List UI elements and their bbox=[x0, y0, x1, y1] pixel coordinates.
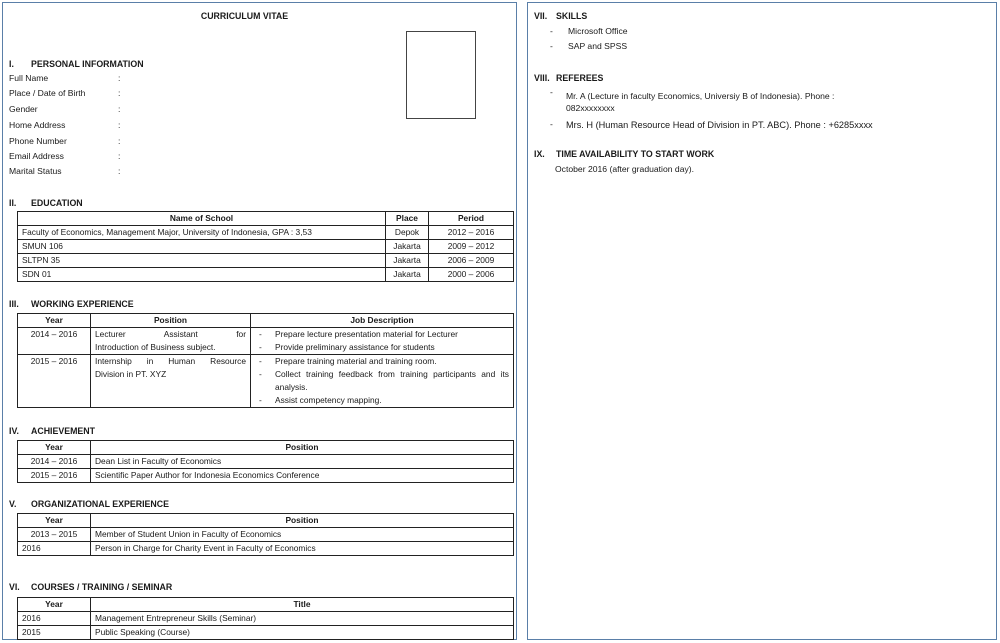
year-cell: 2016 bbox=[18, 542, 91, 556]
section-title: SKILLS bbox=[556, 11, 588, 21]
availability-text: October 2016 (after graduation day). bbox=[555, 164, 695, 174]
table-row bbox=[18, 254, 514, 268]
bullet-dash: - bbox=[259, 369, 262, 379]
info-row-phone-number bbox=[9, 136, 209, 150]
column-header: Title bbox=[91, 598, 514, 612]
bullet-dash: - bbox=[259, 342, 262, 352]
column-header: Position bbox=[91, 441, 514, 455]
section-number: VIII. bbox=[534, 73, 550, 83]
courses-table bbox=[17, 597, 514, 640]
section-title: ACHIEVEMENT bbox=[31, 426, 96, 436]
year-cell: 2013 – 2015 bbox=[18, 528, 91, 542]
year-cell: 2016 bbox=[18, 612, 91, 626]
list-item bbox=[255, 394, 509, 407]
field-label: Home Address bbox=[9, 120, 66, 130]
table-row bbox=[18, 328, 514, 355]
school-name-cell: SDN 01 bbox=[18, 268, 386, 282]
field-colon: : bbox=[118, 136, 121, 146]
position-cell bbox=[91, 328, 251, 355]
field-colon: : bbox=[118, 73, 121, 83]
cv-page-right bbox=[527, 2, 997, 640]
task-text: Prepare training material and training room. bbox=[275, 356, 437, 366]
column-header: Year bbox=[18, 514, 91, 528]
organization-cell: Person in Charge for Charity Event in Faculty of Economics bbox=[91, 542, 514, 556]
info-row-home-address bbox=[9, 120, 209, 134]
table-header-row bbox=[18, 314, 514, 328]
period-cell: 2006 – 2009 bbox=[429, 254, 514, 268]
place-cell: Jakarta bbox=[386, 254, 429, 268]
section-title: REFEREES bbox=[556, 73, 604, 83]
section-number: VI. bbox=[9, 582, 20, 592]
organizational-experience-table bbox=[17, 513, 514, 556]
table-header-row bbox=[18, 441, 514, 455]
photo-placeholder bbox=[406, 31, 476, 119]
table-row bbox=[18, 355, 514, 408]
column-header: Period bbox=[429, 212, 514, 226]
table-row bbox=[18, 268, 514, 282]
column-header: Name of School bbox=[18, 212, 386, 226]
position-line: Internship in Human Resource bbox=[95, 356, 246, 366]
position-line: Division in PT. XYZ bbox=[95, 369, 167, 379]
field-colon: : bbox=[118, 120, 121, 130]
organization-cell: Member of Student Union in Faculty of Economics bbox=[91, 528, 514, 542]
list-item bbox=[255, 341, 509, 354]
section-title: ORGANIZATIONAL EXPERIENCE bbox=[31, 499, 169, 509]
section-heading-courses bbox=[9, 582, 172, 592]
section-heading-referees bbox=[534, 73, 603, 83]
place-cell: Jakarta bbox=[386, 240, 429, 254]
section-number: IV. bbox=[9, 426, 19, 436]
info-row-gender bbox=[9, 104, 209, 118]
place-cell: Jakarta bbox=[386, 268, 429, 282]
year-cell: 2014 – 2016 bbox=[18, 328, 91, 355]
list-item bbox=[255, 368, 509, 394]
column-header: Place bbox=[386, 212, 429, 226]
section-number: VII. bbox=[534, 11, 548, 21]
section-title: WORKING EXPERIENCE bbox=[31, 299, 134, 309]
table-header-row bbox=[18, 212, 514, 226]
year-cell: 2015 – 2016 bbox=[18, 355, 91, 408]
section-heading-achievement bbox=[9, 426, 95, 436]
column-header: Position bbox=[91, 514, 514, 528]
bullet-dash: - bbox=[259, 356, 262, 366]
job-description-cell bbox=[251, 328, 514, 355]
year-cell: 2015 bbox=[18, 626, 91, 640]
info-row-email-address bbox=[9, 151, 209, 165]
school-name-cell: SMUN 106 bbox=[18, 240, 386, 254]
field-colon: : bbox=[118, 166, 121, 176]
year-cell: 2015 – 2016 bbox=[18, 469, 91, 483]
section-number: II. bbox=[9, 198, 17, 208]
section-number: V. bbox=[9, 499, 17, 509]
column-header: Year bbox=[18, 441, 91, 455]
course-title-cell: Management Entrepreneur Skills (Seminar) bbox=[91, 612, 514, 626]
table-header-row bbox=[18, 598, 514, 612]
section-heading-organizational-experience bbox=[9, 499, 169, 509]
referee-line: Mr. A (Lecture in faculty Economics, Universiy B of Indonesia). Phone : bbox=[566, 91, 835, 101]
position-line: Lecturer Assistant for bbox=[95, 329, 246, 339]
section-heading-availability bbox=[534, 149, 714, 159]
period-cell: 2000 – 2006 bbox=[429, 268, 514, 282]
bullet-dash: - bbox=[550, 119, 553, 129]
document-title: CURRICULUM VITAE bbox=[200, 11, 289, 21]
achievement-cell: Dean List in Faculty of Economics bbox=[91, 455, 514, 469]
info-row-marital-status bbox=[9, 166, 209, 180]
bullet-dash: - bbox=[550, 26, 553, 36]
course-title-cell: Public Speaking (Course) bbox=[91, 626, 514, 640]
column-header: Year bbox=[18, 598, 91, 612]
section-heading-education bbox=[9, 198, 83, 208]
section-number: I. bbox=[9, 59, 14, 69]
task-text: Assist competency mapping. bbox=[275, 395, 382, 405]
school-name-cell: SLTPN 35 bbox=[18, 254, 386, 268]
table-row bbox=[18, 542, 514, 556]
position-cell bbox=[91, 355, 251, 408]
table-row bbox=[18, 240, 514, 254]
field-label: Phone Number bbox=[9, 136, 67, 146]
column-header: Job Description bbox=[251, 314, 514, 328]
field-label: Marital Status bbox=[9, 166, 62, 176]
referee-line: 082xxxxxxxx bbox=[566, 103, 615, 113]
position-line: Introduction of Business subject. bbox=[95, 342, 216, 352]
period-cell: 2012 – 2016 bbox=[429, 226, 514, 240]
place-cell: Depok bbox=[386, 226, 429, 240]
school-name-cell: Faculty of Economics, Management Major, University of Indonesia, GPA : 3,53 bbox=[18, 226, 386, 240]
field-label: Full Name bbox=[9, 73, 49, 83]
period-cell: 2009 – 2012 bbox=[429, 240, 514, 254]
task-text: Prepare lecture presentation material for Lecturer bbox=[275, 329, 458, 339]
table-row bbox=[18, 469, 514, 483]
bullet-dash: - bbox=[550, 87, 553, 97]
section-title: TIME AVAILABILITY TO START WORK bbox=[556, 149, 715, 159]
cv-page-left bbox=[2, 2, 517, 640]
section-heading-personal-information bbox=[9, 59, 144, 69]
info-row-birth bbox=[9, 88, 209, 102]
table-row bbox=[18, 528, 514, 542]
education-table bbox=[17, 211, 514, 282]
section-title: EDUCATION bbox=[31, 198, 83, 208]
skill-item: Microsoft Office bbox=[568, 26, 628, 36]
field-label: Gender bbox=[9, 104, 38, 114]
year-cell: 2014 – 2016 bbox=[18, 455, 91, 469]
list-item bbox=[255, 355, 509, 368]
bullet-dash: - bbox=[259, 395, 262, 405]
bullet-dash: - bbox=[550, 41, 553, 51]
field-colon: : bbox=[118, 88, 121, 98]
table-row bbox=[18, 626, 514, 640]
table-row bbox=[18, 226, 514, 240]
referee-line: Mrs. H (Human Resource Head of Division in PT. ABC). Phone : +6285xxxx bbox=[566, 120, 873, 130]
table-row bbox=[18, 612, 514, 626]
achievement-table bbox=[17, 440, 514, 483]
section-title: COURSES / TRAINING / SEMINAR bbox=[31, 582, 173, 592]
section-number: IX. bbox=[534, 149, 545, 159]
section-heading-skills bbox=[534, 11, 587, 21]
list-item bbox=[255, 328, 509, 341]
bullet-dash: - bbox=[259, 329, 262, 339]
section-heading-working-experience bbox=[9, 299, 134, 309]
info-row-full-name bbox=[9, 73, 209, 87]
field-label: Email Address bbox=[9, 151, 64, 161]
skill-item: SAP and SPSS bbox=[568, 41, 628, 51]
field-colon: : bbox=[118, 151, 121, 161]
job-description-cell bbox=[251, 355, 514, 408]
achievement-cell: Scientific Paper Author for Indonesia Economics Conference bbox=[91, 469, 514, 483]
table-row bbox=[18, 455, 514, 469]
task-text: Collect training feedback from training participants and its analysis. bbox=[275, 369, 509, 392]
column-header: Year bbox=[18, 314, 91, 328]
field-label: Place / Date of Birth bbox=[9, 88, 86, 98]
section-number: III. bbox=[9, 299, 19, 309]
working-experience-table bbox=[17, 313, 514, 408]
column-header: Position bbox=[91, 314, 251, 328]
table-header-row bbox=[18, 514, 514, 528]
task-text: Provide preliminary assistance for students bbox=[275, 342, 435, 352]
section-title: PERSONAL INFORMATION bbox=[31, 59, 144, 69]
field-colon: : bbox=[118, 104, 121, 114]
